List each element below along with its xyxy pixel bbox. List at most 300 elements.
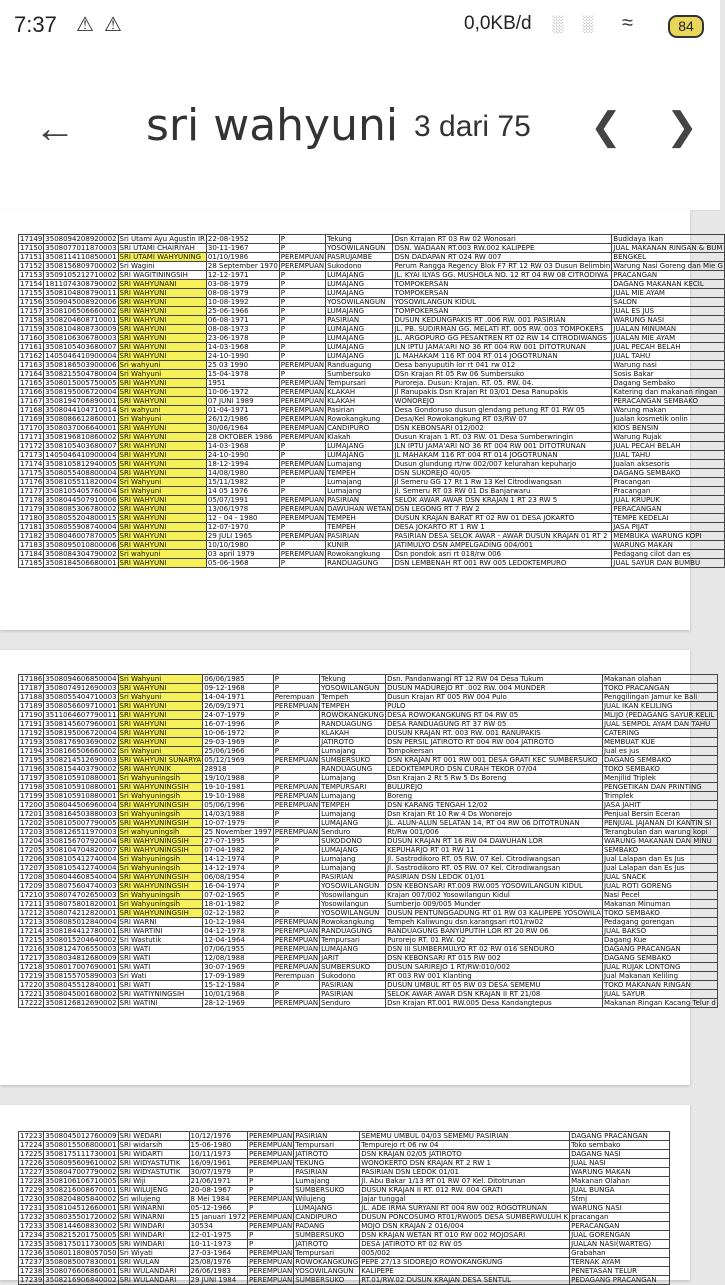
table-row	[19, 469, 725, 478]
table-cell: SRI WAHYUNI	[118, 505, 206, 514]
table-cell: SRI WAHYUNI	[118, 738, 203, 747]
table-cell: SRI WAHYUNINGSIH	[118, 873, 203, 882]
table-cell: DSN KRAJAN 02/05 JATIROTO	[360, 1150, 570, 1159]
table-cell: RT 003 RW 001 Klanting	[386, 972, 603, 981]
table-cell: SRI WATI	[118, 963, 203, 972]
table-cell: JL. ARGOPURO GG PESANTREN RT 02 RW 14 CITRODIWANGS	[393, 334, 612, 343]
table-cell: PEDAGANG PRACANGAN	[570, 1276, 670, 1285]
table-cell: Makanan Olahan	[570, 1177, 670, 1186]
table-cell: SRI WAHYUNI	[118, 469, 206, 478]
table-cell: Senduro	[320, 828, 386, 837]
table-cell: TOKO PRACANGAN	[602, 684, 717, 693]
table-cell: 3508085012840004	[45, 918, 117, 926]
table-cell: 17232	[20, 1213, 43, 1221]
table-cell: PADANG	[294, 1222, 360, 1231]
table-cell: SRI WATI	[118, 981, 203, 990]
table-cell: DSN LEGONG RT 7 RW 2	[393, 505, 612, 514]
table-cell: YOSOWILANGUN	[320, 882, 386, 891]
table-cell: PASIRIAN DSN LEDOK 01/01	[360, 1168, 570, 1177]
table-cell: SRI WAHYUNI	[118, 541, 206, 550]
table-cell: 17183	[20, 541, 43, 549]
table-cell: PASIRIAN DSN LEDOK 01/01	[386, 873, 603, 882]
table-row	[19, 828, 718, 837]
table-cell: 3508105910880001	[45, 792, 117, 800]
table-cell: Sri Wahyuni	[118, 487, 206, 496]
table-cell: PEREMPUAN	[280, 433, 325, 441]
table-cell: KLAKAH	[326, 388, 393, 397]
table-cell: 17186	[20, 675, 43, 683]
table-cell: 17201	[20, 810, 43, 818]
table-row	[19, 1258, 670, 1267]
table-cell: 19-10-1981	[203, 783, 274, 792]
table-cell: P	[279, 442, 325, 451]
table-cell: 17169	[20, 415, 43, 423]
table-cell: 17238	[20, 1267, 43, 1275]
table-cell: 3511064607790011	[45, 711, 117, 719]
table-cell: SRI WAHYUNINGSIH	[118, 846, 203, 855]
back-arrow-icon[interactable]: ←	[34, 104, 76, 151]
table-cell: SRI WAHYUNINGSIH	[118, 819, 203, 828]
table-cell: LUMAJANG	[326, 280, 393, 289]
table-cell: SRI WAHYUNI	[118, 460, 206, 469]
table-row	[19, 684, 718, 693]
table-cell: SRI WAHYUNINGSIH	[118, 909, 203, 918]
table-cell: Makanan Ringan Kacang Telur d	[603, 999, 716, 1007]
table-row	[19, 891, 718, 900]
table-cell: 3508095609610002	[45, 1159, 117, 1167]
table-cell: PENGETIKAN DAN PRINTING	[602, 783, 717, 792]
table-cell: 17175	[20, 469, 43, 477]
table-cell: Rowokangkung	[326, 415, 393, 424]
table-cell: P	[279, 559, 325, 568]
table-cell: WARUNG NASI	[612, 316, 725, 325]
table-cell: JASA JAHIT	[602, 801, 717, 810]
table-row	[19, 972, 718, 981]
table-row	[19, 352, 725, 361]
table-cell: 14-03-1968	[206, 442, 279, 451]
table-cell: DAGANG MAKANAN KECIL	[612, 280, 725, 289]
table-cell: 3508055204800015	[45, 514, 117, 522]
table-row	[19, 532, 725, 541]
table-cell: 24-10-1990	[206, 352, 279, 361]
table-cell: JATIMULYO DSN AMPELGADING 004/001	[393, 541, 612, 550]
table-cell: JUAL NASI	[570, 1159, 670, 1168]
table-cell: Perempuan	[273, 693, 319, 702]
table-cell: SRI WAHYUNI	[118, 379, 206, 388]
table-cell: 3508015204640002	[45, 936, 117, 944]
table-cell: TOMPOKERSAN	[393, 280, 612, 289]
table-cell: 3508156707920004	[45, 837, 117, 845]
table-cell: KLAKAH	[326, 397, 393, 406]
table-cell: P	[273, 846, 319, 855]
table-cell: 17152	[20, 262, 43, 270]
table-cell: PEPE 27/13 SIDOREJO ROWOKANGKUNG	[360, 1258, 570, 1267]
table-cell: Rowokangkung	[326, 550, 393, 559]
table-cell: 3508114110850001	[45, 253, 117, 261]
table-cell: LUMAJANG	[320, 945, 386, 954]
table-cell: P	[279, 271, 325, 280]
table-cell: 30-11-1967	[206, 244, 279, 253]
table-cell: 17205	[20, 846, 43, 854]
table-cell: Sri wahyuni	[118, 361, 206, 370]
table-cell: CANDIPURO	[294, 1213, 360, 1222]
table-cell: 10-06-1972	[203, 729, 274, 738]
table-cell: P	[279, 307, 325, 316]
table-cell: 3508166506660002	[45, 747, 117, 755]
table-cell: SRI WAHYUNI	[118, 325, 206, 334]
table-cell: JUAL BUNGA	[570, 1186, 670, 1195]
chevron-right-icon[interactable]: ❯	[666, 106, 698, 148]
table-cell: DUSUN PONCOSUMO RT01/RW005 DESA SUMBERWULUH K	[361, 1213, 569, 1221]
table-cell: 17214	[20, 927, 43, 935]
table-cell: 12/08/1988	[203, 954, 274, 963]
table-cell: SRI WATI	[118, 954, 203, 963]
table-cell: 1811074308790002	[45, 280, 117, 288]
table-cell: DUSUN KRAJAN RT. 003 RW. 001 RANUPAKIS	[386, 729, 603, 738]
table-cell: Boreng	[386, 792, 603, 801]
table-cell: 17177	[20, 487, 43, 495]
table-cell: 3509045008920006	[45, 298, 117, 306]
table-cell: 17192	[20, 729, 43, 737]
table-cell: 3508105511820004	[45, 478, 117, 486]
table-cell: PEREMPUAN	[248, 1222, 293, 1230]
table-cell: 26/09/1971	[203, 702, 274, 711]
table-cell: 3508105812940005	[45, 460, 117, 468]
signal-icon: ░	[552, 16, 564, 33]
table-cell: JUAL PECAH BELAH	[612, 442, 725, 451]
table-cell: Krajan 007/002 Yosowilangun Kidul	[386, 891, 603, 900]
table-cell: Dsn Krajan RT.001 RW.005 Desa Kandangtepus	[386, 999, 603, 1008]
table-cell: PEREMPUAN	[248, 1276, 293, 1284]
table-row	[19, 451, 725, 460]
table-cell: Warung Nasi Goreng dan Mie G	[613, 262, 723, 270]
table-cell: 17216	[20, 945, 43, 953]
table-cell: P	[279, 298, 325, 307]
table-cell: SRI WAHYUNI	[118, 298, 206, 307]
table-cell: JUAL ES JUS	[612, 307, 725, 316]
table-cell: Toko sembako	[570, 1141, 670, 1150]
table-row	[19, 846, 718, 855]
table-cell: Jl. Abu Bakar 1/13 RT 01 RW 07 Kel. Ditotrunan	[360, 1177, 570, 1186]
table-cell: 30-07-1969	[203, 963, 274, 972]
table-cell: Penggilingan Jamur ke Bali	[602, 693, 717, 702]
table-cell: DSN KEBONSARI RT 015 RW 002	[386, 954, 603, 963]
table-cell: JUAL SNACK	[602, 873, 717, 882]
table-cell: 17153	[20, 271, 43, 279]
table-cell: P	[273, 891, 319, 900]
table-row	[19, 460, 725, 469]
table-cell: JUALAN NASI(WARTEG)	[570, 1240, 670, 1249]
table-cell: Sri Wahyuni	[118, 478, 206, 487]
table-cell: 3508094208920002	[45, 235, 117, 243]
table-cell: JUAL TAHU	[612, 352, 725, 361]
table-cell: 09-12-1968	[203, 684, 274, 693]
table-cell: 3508216906840002	[45, 1276, 117, 1284]
table-cell: Sumbersuko	[326, 370, 393, 379]
table-row	[19, 909, 718, 918]
table-cell: Sri Wahyuni	[118, 415, 206, 424]
table-cell: Katering dan makanan ringan	[612, 388, 725, 397]
table-row	[19, 810, 718, 819]
table-cell: 18-12-1994	[206, 460, 279, 469]
table-cell: 005/002	[360, 1249, 570, 1258]
table-cell: YOSOWILANGUN	[294, 1267, 360, 1276]
table-cell: P	[279, 523, 325, 532]
table-cell: SRI WAHYUNI	[118, 343, 206, 352]
table-cell: 3508216008670001	[45, 1186, 117, 1194]
table-cell: PEREMPUAN	[274, 954, 319, 962]
table-cell: P	[279, 289, 325, 298]
table-cell: DAGANG SEMBAKO	[602, 756, 717, 765]
table-cell: 3508105405760004	[45, 487, 117, 495]
table-cell: 28918	[203, 765, 274, 774]
table-cell: pracangan	[570, 1213, 670, 1222]
table-cell: 3508104808790011	[45, 289, 117, 297]
table-cell: LUMAJANG	[326, 451, 393, 460]
table-cell: P	[279, 352, 325, 361]
table-cell: 26/12/1986	[206, 415, 279, 424]
search-query[interactable]: sri wahyuni	[146, 100, 399, 151]
table-cell: 3508044104710014	[45, 406, 117, 414]
table-cell: P	[273, 711, 319, 720]
table-row	[19, 765, 718, 774]
table-cell: 17187	[20, 684, 43, 692]
table-cell: 17235	[20, 1240, 43, 1248]
table-cell: DUSUN KRAJAN RT 16 RW 04 DAWUHAN LOR	[386, 837, 603, 846]
table-cell: 17178	[20, 496, 43, 504]
table-cell: Sri Wahyuni	[118, 675, 203, 684]
wifi-icon: ≈	[622, 12, 633, 34]
table-row	[19, 1222, 670, 1231]
table-row	[19, 900, 718, 909]
table-cell: JARIT	[320, 954, 386, 963]
table-cell: 3508195006720004	[45, 388, 117, 396]
table-cell: 3508017007690001	[45, 963, 117, 971]
table-cell: 3508105403680007	[45, 442, 117, 450]
table-cell: 25-06-1966	[206, 307, 279, 316]
table-cell: 3508037006640001	[45, 424, 117, 432]
chevron-left-icon[interactable]: ❮	[590, 106, 622, 148]
table-cell: 02-12-1982	[203, 909, 274, 918]
table-cell: SRI WILUJENG	[118, 1186, 189, 1195]
table-cell: 3508194706890001	[45, 397, 117, 405]
table-cell: 17161	[20, 343, 43, 351]
table-row	[19, 442, 725, 451]
table-cell: Lumajang	[326, 478, 393, 487]
table-cell: 06/08/1954	[203, 873, 274, 882]
status-time: 7:37	[14, 12, 57, 37]
table-row	[19, 325, 725, 334]
table-cell: JLN IPTU JAMA'ARI NO 36 RT 004 RW 001 DITOTRUNAN	[393, 343, 612, 352]
table-row	[19, 1195, 670, 1204]
table-cell: 17150	[20, 244, 43, 252]
table-cell: KALIPEPE	[360, 1267, 570, 1276]
table-cell: LUMAJANG	[326, 271, 393, 280]
table-cell: Pracangan	[612, 478, 725, 487]
table-cell: 3508105910880001	[45, 774, 117, 782]
table-cell: 3508035501720002	[45, 1213, 117, 1221]
table-cell: P	[279, 478, 325, 487]
table-cell: P	[279, 541, 325, 550]
table-cell: PASRUJAMBE	[326, 253, 393, 262]
table-cell: Sri wahyuni	[118, 406, 206, 415]
table-cell: 3508204608710001	[45, 316, 117, 324]
table-cell: 25 03 1990	[206, 361, 279, 370]
table-cell: P	[247, 1186, 293, 1195]
table-cell: Sri Wahyuningsih	[118, 900, 203, 909]
table-cell: JL. ALUN-ALUN SELATAN 14, RT 04 RW 06 DITOTRUNAN	[386, 819, 603, 828]
table-cell: JL. PB. SUDIRMAN GG. MELATI RT. 005 RW. 003 TOMPOKERS	[393, 325, 612, 334]
table-cell: Sri Wagini	[118, 262, 206, 271]
table-cell: PEREMPUAN	[274, 918, 319, 926]
table-cell: 17182	[20, 532, 43, 540]
table-cell: PERACANGAN SEMBAKO	[612, 397, 725, 406]
table-cell: Stmj	[570, 1195, 670, 1204]
table-cell: BULUREJO	[386, 783, 603, 792]
table-row	[19, 1159, 670, 1168]
table-cell: SRI WATI	[118, 945, 203, 954]
table-cell: TOKO SEMBAKO	[602, 765, 717, 774]
table-cell: 21/06/1971	[189, 1177, 247, 1186]
table-cell: 17200	[20, 801, 43, 809]
table-cell: 17222	[20, 999, 43, 1007]
table-cell: PASIRIAN	[320, 873, 386, 882]
table-cell: Sri Wahyuningsih	[118, 810, 203, 819]
table-cell: SEMEMU UMBUL 04/03 SEMEMU PASIRIAN	[360, 1132, 570, 1141]
table-cell: Tompokersan	[386, 747, 603, 756]
table-cell: 17171	[20, 433, 43, 441]
table-cell: CATERING	[602, 729, 717, 738]
table-cell: 3508105412740004	[45, 864, 117, 872]
table-cell: 17231	[20, 1204, 43, 1212]
table-cell: P	[273, 981, 319, 990]
table-cell: Klakah	[326, 433, 393, 442]
table-cell: PEREMPUAN	[280, 397, 325, 405]
table-cell: Jl Semeru GG 17 Rt 1 Rw 13 Kel Citrodiwangsan	[393, 478, 612, 487]
table-cell: DUSUN KRAJAN II RT. 012 RW. 004 GRATI	[360, 1186, 570, 1195]
table-cell: SRI WULANDARI	[118, 1267, 189, 1276]
table-cell: PEREMPUAN	[274, 783, 319, 791]
table-cell: 05/12/1969	[203, 756, 274, 765]
table-cell: Dusun Krajan RT 005 RW 004 Pulo	[386, 693, 603, 702]
table-cell: Sri Wahyuningsih	[118, 855, 203, 864]
table-row	[19, 747, 718, 756]
table-cell: SELOK AWAR AWAR DSN KRAJAN II RT 21/08	[386, 990, 603, 999]
table-cell: JUAL RUJAK LONTONG	[602, 963, 717, 972]
table-cell: PENETASAN TELUR	[570, 1267, 670, 1276]
table-cell: PEREMPUAN	[280, 361, 325, 369]
table-cell: 3508056609710001	[45, 702, 117, 710]
table-cell: Penjual Bersin Eceran	[602, 810, 717, 819]
result-counter: 3 dari 75	[414, 110, 531, 143]
table-cell: JL. ADE IRMA SURYANI RT 004 RW 002 ROGOTRUNAN	[360, 1204, 570, 1213]
table-cell: JUAL IKAN KELILING	[602, 702, 717, 711]
table-cell: 3508045001680002	[45, 990, 117, 998]
table-row	[19, 711, 718, 720]
table-cell: Puroreja. Dusun: Krajan. RT. 05. RW. 04.	[393, 379, 612, 388]
table-cell: 3508044608540004	[45, 873, 117, 881]
table-cell: 30/06/1964	[206, 424, 279, 433]
table-cell: LUMAJANG	[326, 325, 393, 334]
table-cell: SRI widarsih	[118, 1141, 189, 1150]
table-cell: P	[273, 729, 319, 738]
table-cell: 17221	[20, 990, 43, 998]
table-cell: SRI WAHYUNI	[118, 720, 203, 729]
table-cell: DUSUN UMBUL RT 05 RW 03 DESA SEMEMU	[386, 981, 603, 990]
table-cell: Dsn pondok asri rt 018/rw 006	[393, 550, 612, 559]
table-cell: 16/09/1961	[189, 1159, 247, 1168]
table-cell: 30534	[189, 1222, 247, 1231]
table-cell: P	[273, 765, 319, 774]
table-cell: 17219	[20, 972, 43, 980]
table-cell: 25/06/1966	[203, 747, 274, 756]
table-cell: SRI WEDARI	[118, 1132, 189, 1141]
table-cell: TOKO MAKANAN RINGAN	[602, 981, 717, 990]
table-cell: PEREMPUAN	[280, 460, 325, 468]
table-cell: SRI WINDARI	[118, 1222, 189, 1231]
table-row	[19, 370, 725, 379]
table-cell: 17196	[20, 765, 43, 773]
table-cell: 10/01/1968	[203, 990, 274, 999]
table-cell: 12-04-1964	[203, 936, 274, 945]
table-cell: 3508184412780001	[45, 927, 117, 935]
table-row	[19, 882, 718, 891]
table-cell: Jualan aksesoris	[612, 460, 725, 469]
table-row	[19, 1177, 670, 1186]
table-cell: SUMBERSUKO	[294, 1276, 360, 1285]
signal-icon: ░	[582, 16, 594, 33]
table-cell: Lumajang	[320, 792, 386, 801]
table-cell: Rowokangkung	[320, 918, 386, 927]
table-cell: 17190	[20, 711, 43, 719]
table-cell: ROWOKANGKUNG	[321, 711, 385, 719]
table-cell: DESA ROWOKANGKUNG RT 04 RW 05	[386, 711, 603, 720]
table-cell: P	[279, 235, 325, 244]
table-row	[19, 693, 718, 702]
table-cell: WONOREJO	[393, 397, 612, 406]
table-cell: Warung nasi	[612, 361, 725, 370]
table-cell: DAGANG PRACANGAN	[570, 1132, 670, 1141]
table-cell: DSN. WADAAN RT.003 RW.002 KALIPEPE	[393, 244, 612, 253]
battery-indicator: 84	[668, 15, 704, 38]
table-row	[19, 675, 718, 684]
table-cell: SRI WAHYUNI	[118, 289, 206, 298]
table-cell: 17224	[20, 1141, 43, 1149]
table-cell: 3508105910880001	[45, 783, 117, 791]
table-cell: 3508124706550003	[45, 945, 117, 953]
table-cell: 18-01-1982	[203, 900, 274, 909]
table-cell: DUSUN SARIREJO 1 RT/RW:010/002	[386, 963, 603, 972]
table-cell: SELOK AWAR AWAR DSN KRAJAN 1 RT 23 RW 5	[393, 496, 612, 505]
table-cell: 12-01-1975	[189, 1231, 247, 1240]
table-cell: 17237	[20, 1258, 43, 1266]
table-row	[19, 415, 725, 424]
table-row	[19, 271, 725, 280]
table-cell: P	[247, 1168, 293, 1177]
table-cell: 05/06/1996	[203, 801, 274, 810]
table-cell: 3508186503900006	[45, 361, 117, 369]
table-cell: TOKO SEMBAKO	[602, 909, 717, 918]
table-cell: SRI WAHYUNI	[118, 702, 203, 711]
table-cell: PEREMPUAN	[280, 469, 325, 477]
table-cell: JUAL TAHU	[612, 451, 725, 460]
table-cell: 3508184506680001	[45, 559, 117, 567]
table-cell: Dsn Krajan Rt 10 Rw 4 Ds Wonorejo	[386, 810, 603, 819]
table-cell: 10-12-1984	[203, 918, 274, 927]
table-cell: WARUNG MAKAN	[612, 541, 725, 550]
table-cell: JUAL PECAH BELAH	[612, 343, 725, 352]
table-cell: SRI WAHYUNI	[118, 451, 206, 460]
